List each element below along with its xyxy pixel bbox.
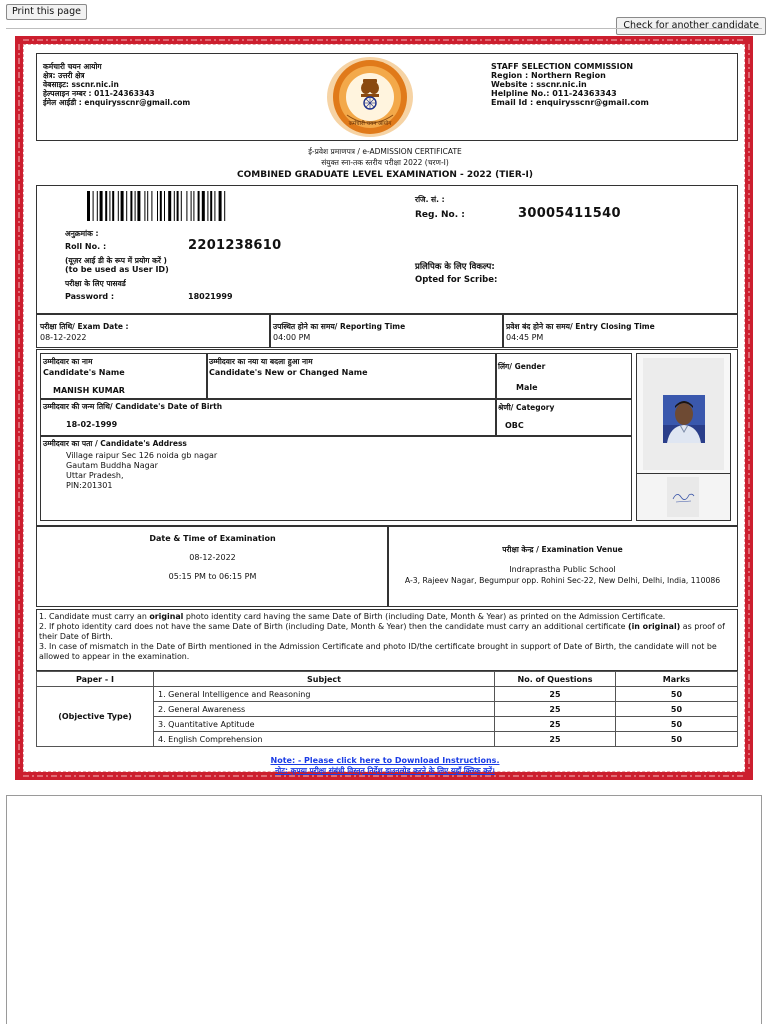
- dob-label: उम्मीदवार की जन्म तिथि/ Candidate's Date of Birth: [43, 402, 223, 411]
- title-line-2: संयुक्त स्ना-तक स्तरीय परीक्षा 2022 (चरण-I): [321, 158, 449, 167]
- questions-cell: 25: [495, 702, 616, 717]
- candidate-section: [36, 349, 738, 527]
- scribe-label: Opted for Scribe:: [415, 275, 498, 285]
- header-left-line: ईमेल आईडी : enquirysscnr@gmail.com: [43, 98, 191, 107]
- instruction-2-text: 2. If photo identity card does not have the same Date of Birth (including Date, Month & Year) then the candidate must carry an additional certificate: [39, 622, 628, 631]
- header-left-line: वेबसाइट: sscnr.nic.in: [43, 80, 119, 89]
- col-header-subject: Subject: [154, 672, 495, 687]
- photo-frame: [636, 353, 731, 475]
- entry-closing-cell: [502, 313, 738, 348]
- exam-date-value: 08-12-2022: [40, 333, 87, 342]
- exam-date-cell: [36, 313, 271, 348]
- header-left-line: कर्मचारी चयन आयोग: [43, 62, 102, 71]
- reg-no-value: 30005411540: [518, 206, 621, 221]
- instructions-box: [36, 609, 738, 671]
- candidate-name-label-hi: उम्मीदवार का नाम: [43, 357, 93, 366]
- questions-cell: 25: [495, 717, 616, 732]
- marks-cell: 50: [616, 717, 738, 732]
- marks-cell: 50: [616, 702, 738, 717]
- password-label-hi: परीक्षा के लिए पासवर्ड: [65, 279, 126, 288]
- user-id-note: (to be used as User ID): [65, 265, 169, 274]
- address-line: PIN:201301: [66, 481, 113, 490]
- check-another-candidate-button[interactable]: Check for another candidate: [616, 17, 766, 35]
- header-right-line: Website : sscnr.nic.in: [491, 80, 587, 89]
- password-label: Password :: [65, 292, 115, 301]
- address-label: उम्मीदवार का पता / Candidate's Address: [43, 439, 187, 448]
- entry-closing-label: प्रवेश बंद होने का समय/ Entry Closing Time: [506, 322, 655, 331]
- header-right-line: Helpline No.: 011-24363343: [491, 89, 617, 98]
- instruction-1-text-end: photo identity card having the same Date of Birth (including Date, Month & Year) as printed on the Admission Certificate.: [183, 612, 666, 621]
- title-line-1: ई-प्रवेश प्रमाणपत्र / e-ADMISSION CERTIFICATE: [308, 147, 462, 156]
- scribe-label-hi: प्रलिपिक के लिए विकल्प:: [415, 262, 495, 272]
- seal-text: कर्मचारी चयन आयोग: [348, 121, 392, 127]
- subject-cell: 4. English Comprehension: [154, 732, 495, 747]
- candidate-photo: [643, 358, 724, 470]
- marks-cell: 50: [616, 732, 738, 747]
- instruction-1-emphasis: original: [149, 612, 184, 621]
- category-value: OBC: [505, 421, 524, 430]
- col-header-marks: Marks: [616, 672, 738, 687]
- gender-value: Male: [516, 383, 538, 392]
- dob-cell: [40, 398, 497, 437]
- subject-cell: 2. General Awareness: [154, 702, 495, 717]
- new-name-label-hi: उम्मीदवार का नया या बदला हुआ नाम: [209, 357, 313, 366]
- certificate-body: [23, 44, 745, 775]
- instruction-2-text-end: as proof of their Date of Birth.: [39, 622, 725, 641]
- roll-no-label-hi: अनुक्रमांक :: [65, 229, 99, 238]
- candidate-signature: [667, 477, 699, 517]
- user-id-note-hi: (यूज़र आई डी के रूप में प्रयोग करें ): [65, 256, 167, 265]
- new-name-label: Candidate's New or Changed Name: [209, 368, 368, 377]
- subject-cell: 1. General Intelligence and Reasoning: [154, 687, 495, 702]
- entry-closing-value: 04:45 PM: [506, 333, 544, 342]
- reg-no-label-hi: रजि. सं. :: [415, 195, 445, 204]
- col-header-paper: Paper - I: [37, 672, 154, 687]
- gender-label: लिंग/ Gender: [498, 362, 546, 371]
- exam-datetime-label: Date & Time of Examination: [149, 534, 276, 543]
- subject-cell: 3. Quantitative Aptitude: [154, 717, 495, 732]
- password-value: 18021999: [188, 292, 233, 301]
- category-cell: [495, 398, 632, 437]
- instruction-2-emphasis: (in original): [627, 622, 681, 631]
- questions-cell: 25: [495, 687, 616, 702]
- questions-cell: 25: [495, 732, 616, 747]
- paper-type-cell: (Objective Type): [37, 687, 154, 747]
- address-cell: [40, 435, 632, 521]
- instruction-3: 3. In case of mismatch in the Date of Birth mentioned in the Admission Certificate and photo ID/the certificate brought in support of Date of Birth, the candidate will not be allowed to appear in the examination.: [39, 642, 717, 661]
- roll-no-value: 2201238610: [188, 238, 282, 253]
- address-line: Gautam Buddha Nagar: [66, 461, 158, 470]
- exam-datetime-cell: [36, 525, 389, 607]
- exam-venue-label: परीक्षा केन्द्र / Examination Venue: [502, 545, 623, 554]
- print-page-button[interactable]: Print this page: [6, 4, 87, 20]
- col-header-questions: No. of Questions: [495, 672, 616, 687]
- candidate-photo-image: [643, 358, 724, 470]
- exam-venue-name: Indraprastha Public School: [509, 565, 616, 574]
- header-left-line: क्षेत्र: उत्तरी क्षेत्र: [43, 71, 85, 80]
- signature-frame: [636, 473, 731, 521]
- reporting-time-cell: [269, 313, 504, 348]
- gender-cell: [495, 353, 632, 400]
- instruction-1: [39, 612, 733, 622]
- header-right-line: STAFF SELECTION COMMISSION: [491, 62, 634, 71]
- reg-no-label: Reg. No. :: [415, 210, 465, 220]
- header-right-line: Region : Northern Region: [491, 71, 606, 80]
- exam-datetime-date: 08-12-2022: [189, 553, 236, 562]
- exam-datetime-time: 05:15 PM to 06:15 PM: [168, 572, 257, 581]
- exam-venue-cell: [387, 525, 738, 607]
- roll-no-label: Roll No. :: [65, 242, 107, 251]
- address-line: Uttar Pradesh,: [66, 471, 124, 480]
- instruction-2: [39, 622, 733, 641]
- download-instructions-link[interactable]: Note: - Please click here to Download Instructions.: [270, 756, 500, 765]
- table-row: [37, 687, 738, 702]
- candidate-name-cell: [40, 353, 208, 400]
- subjects-table: [36, 671, 738, 747]
- new-name-cell: [206, 353, 497, 400]
- header-right-line: Email Id : enquirysscnr@gmail.com: [491, 98, 649, 107]
- marks-cell: 50: [616, 687, 738, 702]
- blank-area: [6, 795, 762, 1024]
- reporting-time-label: उपस्थित होने का समय/ Reporting Time: [273, 322, 406, 331]
- ssc-emblem-logo: [325, 55, 415, 139]
- address-line: Village raipur Sec 126 noida gb nagar: [66, 451, 218, 460]
- header-box: [36, 53, 738, 141]
- exam-date-label: परीक्षा तिथि/ Exam Date :: [40, 322, 129, 331]
- dob-value: 18-02-1999: [66, 420, 118, 429]
- category-label: श्रेणी/ Category: [498, 403, 555, 412]
- reporting-time-value: 04:00 PM: [273, 333, 311, 342]
- candidate-name-value: MANISH KUMAR: [53, 386, 125, 395]
- header-left-line: हेल्पलाइन नम्बर : 011-24363343: [43, 89, 155, 98]
- barcode: [87, 191, 293, 221]
- instruction-1-text: 1. Candidate must carry an: [39, 612, 150, 621]
- admission-certificate: [15, 36, 753, 780]
- download-instructions-link-hi[interactable]: नोट: कृपया परीक्षा संबंधी विस्तृत निर्देश डाउनलोड करने के लिए यहाँ क्लिक करें।: [275, 766, 495, 775]
- page-divider: [6, 28, 762, 29]
- ids-box: [36, 185, 738, 315]
- subjects-header-row: [37, 672, 738, 687]
- exam-venue-address: A-3, Rajeev Nagar, Begumpur opp. Rohini Sec-22, New Delhi, Delhi, India, 110086: [404, 576, 721, 585]
- candidate-name-label: Candidate's Name: [43, 368, 125, 377]
- exam-title: COMBINED GRADUATE LEVEL EXAMINATION - 2022 (TIER-I): [237, 170, 533, 180]
